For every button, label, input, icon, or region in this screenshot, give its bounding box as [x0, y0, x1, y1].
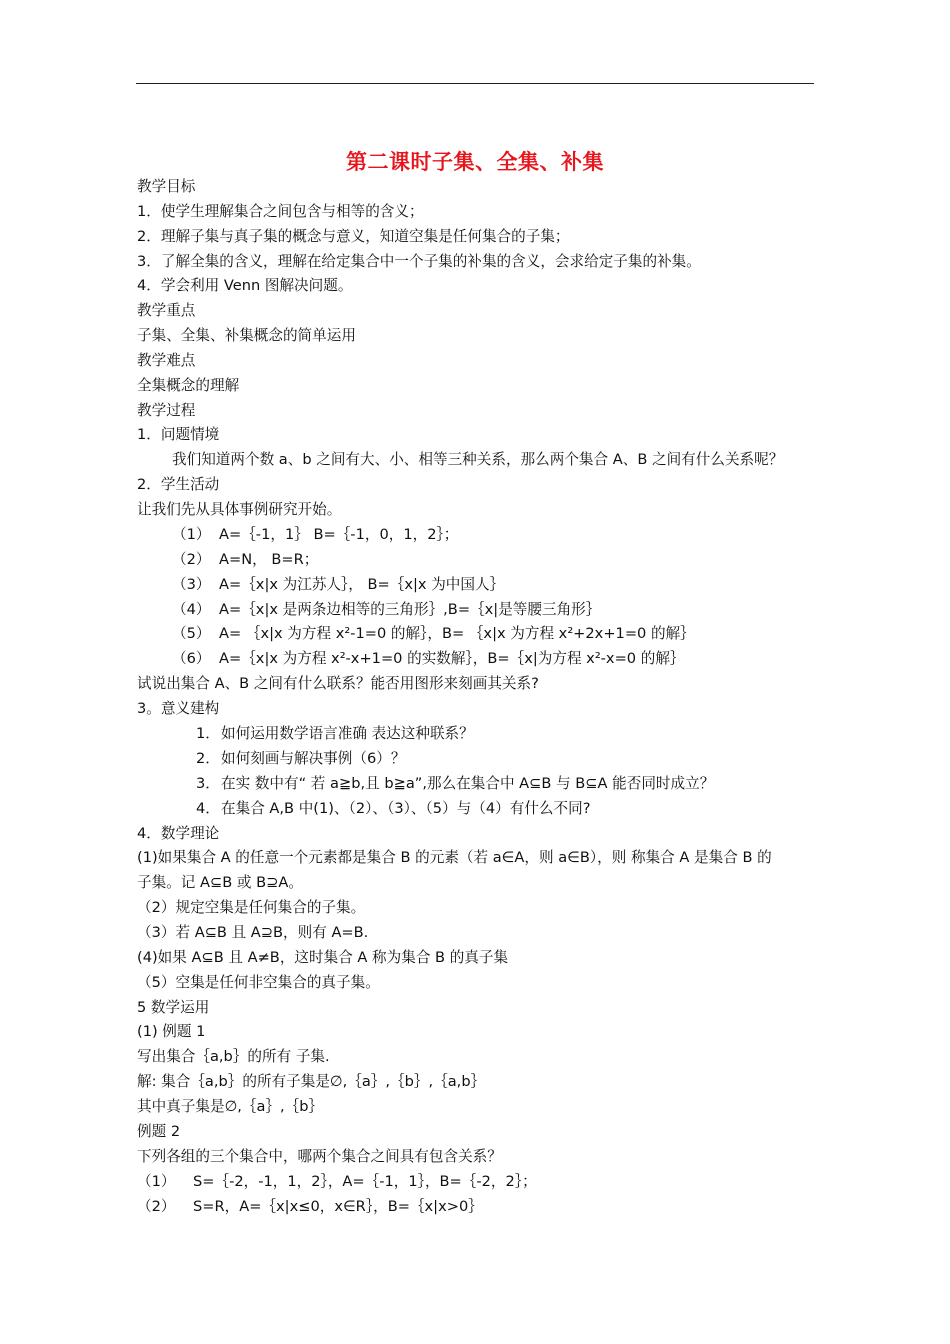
example-1-line: 解: 集合｛a,b｝的所有子集是∅,｛a｝,｛b｝,｛a,b｝	[137, 1073, 486, 1090]
process-heading: 教学过程	[137, 402, 196, 419]
document-title: 第二课时子集、全集、补集	[346, 150, 604, 174]
case-line	[172, 647, 685, 671]
section-1-text: 我们知道两个数 a、b 之间有大、小、相等三种关系，那么两个集合 A、B 之间有什么关系呢？	[172, 451, 784, 468]
case-text: A=｛x|x 是两条边相等的三角形｝,B=｛x|是等腰三角形｝	[219, 601, 601, 618]
construct-item	[196, 722, 474, 746]
theory-line: （5）空集是任何非空集合的真子集。	[137, 974, 380, 991]
case-line	[172, 622, 695, 646]
case-number: （5）	[172, 625, 211, 642]
section-4-heading: 4．数学理论	[137, 825, 220, 842]
goals-heading: 教学目标	[137, 178, 196, 195]
construct-item	[196, 797, 590, 821]
example-2-question: 下列各组的三个集合中，哪两个集合之间具有包含关系？	[137, 1148, 502, 1165]
case-text: A= ｛x|x 为方程 x²-1=0 的解｝，B= ｛x|x 为方程 x²+2x+1=0 的解｝	[219, 625, 695, 642]
section-1-heading: 1．问题情境	[137, 426, 220, 443]
construct-text: 在集合 A,B 中(1)、（2）、（3）、（5）与（4）有什么不同?	[221, 800, 591, 817]
case-number: （3）	[172, 576, 211, 593]
construct-number: 2．	[196, 750, 220, 767]
case-text: A=｛x|x 为方程 x²-x+1=0 的实数解｝，B=｛x|为方程 x²-x=0 的解｝	[219, 650, 685, 667]
example-1-heading: (1) 例题 1	[137, 1023, 206, 1040]
case-text: A=｛x|x 为江苏人｝， B=｛x|x 为中国人｝	[219, 576, 505, 593]
case-number: （2）	[172, 551, 211, 568]
theory-line: (4)如果 A⊆B 且 A≠B，这时集合 A 称为集合 B 的真子集	[137, 949, 509, 966]
construct-text: 如何刻画与解决事例（6）？	[221, 750, 406, 767]
theory-line: (1)如果集合 A 的任意一个元素都是集合 B 的元素（若 a∈A，则 a∈B），则 称集合 A 是集合 B 的	[137, 849, 772, 866]
example-2-heading: 例题 2	[137, 1123, 181, 1140]
construct-number: 1．	[196, 725, 220, 742]
construct-item	[196, 772, 714, 796]
theory-line: （3）若 A⊆B 且 A⊇B，则有 A=B.	[137, 924, 369, 941]
section-2-intro: 让我们先从具体事例研究开始。	[137, 501, 342, 518]
section-2-heading: 2．学生活动	[137, 476, 220, 493]
construct-text: 在实 数中有“ 若 a≧b,且 b≧a”,那么在集合中 A⊆B 与 B⊆A 能否同时成立？	[221, 775, 715, 792]
example-2-case-text: S=｛-2，-1，1，2｝，A=｛-1，1｝，B=｛-2，2｝；	[193, 1173, 537, 1190]
goal-item: 4．学会利用 Venn 图解决问题。	[137, 277, 353, 294]
construct-number: 3．	[196, 775, 220, 792]
case-line	[172, 573, 504, 597]
case-number: （4）	[172, 601, 211, 618]
goal-item: 2．理解子集与真子集的概念与意义，知道空集是任何集合的子集；	[137, 228, 570, 245]
case-number: （6）	[172, 650, 211, 667]
example-2-case-number: （2）	[137, 1198, 176, 1215]
difficulty-text: 全集概念的理解	[137, 377, 240, 394]
goal-item: 1．使学生理解集合之间包含与相等的含义；	[137, 203, 424, 220]
construct-text: 如何运用数学语言准确 表达这种联系？	[221, 725, 474, 742]
example-2-case-number: （1）	[137, 1173, 176, 1190]
example-2-case-text: S=R，A=｛x|x≤0，x∈R｝，B=｛x|x>0｝	[193, 1198, 483, 1215]
construct-item	[196, 747, 405, 771]
example-2-case	[137, 1170, 537, 1194]
construct-number: 4．	[196, 800, 220, 817]
goal-item: 3．了解全集的含义，理解在给定集合中一个子集的补集的含义，会求给定子集的补集。	[137, 253, 701, 270]
theory-line: 子集。记 A⊆B 或 B⊇A。	[137, 874, 303, 891]
case-text: A=｛-1，1｝ B=｛-1，0，1，2｝；	[219, 526, 459, 543]
case-line	[172, 598, 600, 622]
difficulty-heading: 教学难点	[137, 352, 196, 369]
section-3-heading: 3。意义建构	[137, 700, 220, 717]
case-number: （1）	[172, 526, 211, 543]
case-line	[172, 523, 458, 547]
example-2-case	[137, 1195, 483, 1219]
theory-line: （2）规定空集是任何集合的子集。	[137, 899, 366, 916]
example-1-line: 其中真子集是∅,｛a｝,｛b｝	[137, 1098, 324, 1115]
header-rule	[136, 83, 814, 84]
case-text: A=N， B=R；	[219, 551, 319, 568]
section-5-heading: 5 数学运用	[137, 999, 210, 1016]
example-1-line: 写出集合｛a,b｝的所有 子集.	[137, 1048, 330, 1065]
focus-text: 子集、全集、补集概念的简单运用	[137, 327, 356, 344]
case-line	[172, 548, 318, 572]
section-2-question: 试说出集合 A、B 之间有什么联系？能否用图形来刻画其关系?	[137, 675, 539, 692]
focus-heading: 教学重点	[137, 302, 196, 319]
